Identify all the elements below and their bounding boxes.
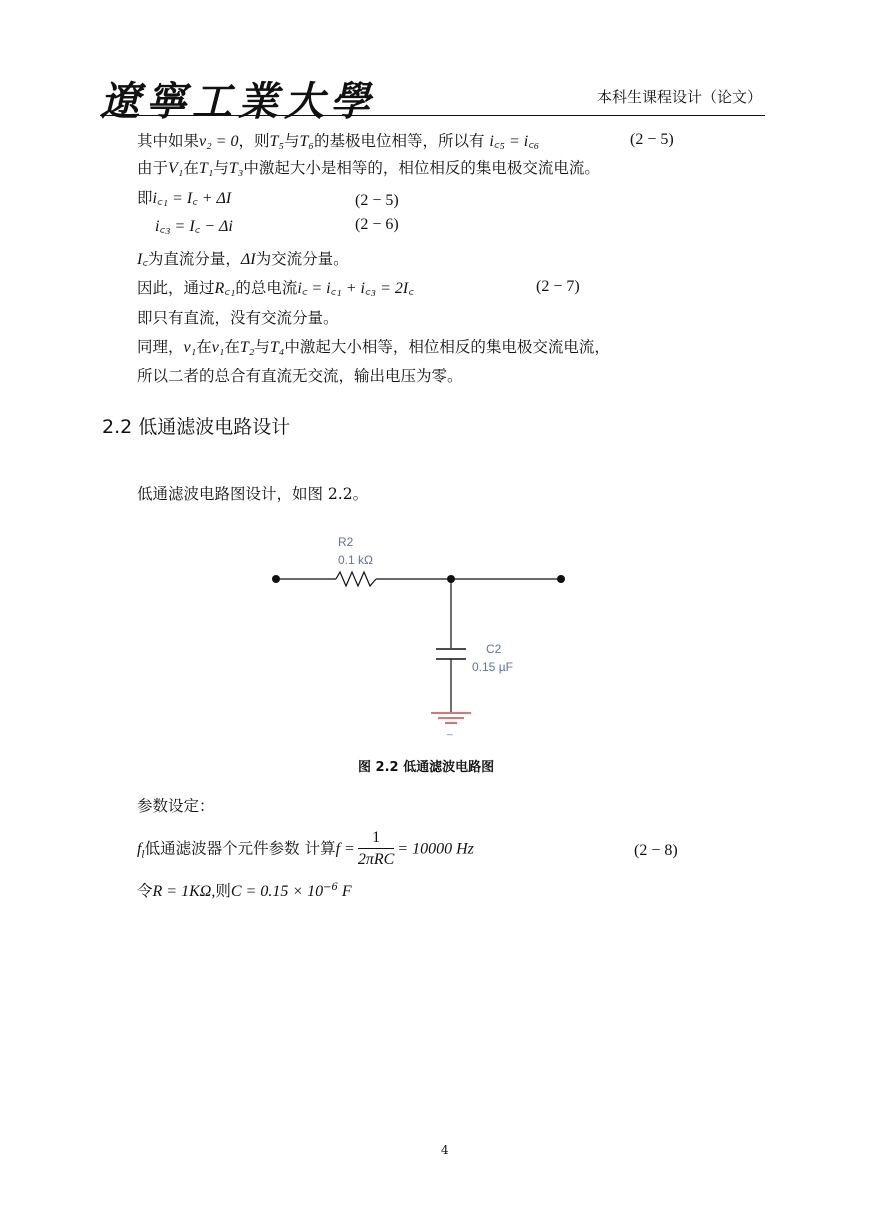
eq-number-4: (2 − 7) — [536, 278, 580, 295]
line-7: 即只有直流，没有交流分量。 — [137, 309, 339, 327]
fraction: $\frac{1}{\text{2πRC}}$ — [357, 829, 395, 868]
header-title: 本科生课程设计（论文） — [597, 88, 763, 106]
eq-number-5: (2 − 8) — [634, 842, 678, 859]
university-logo: 遼寧工業大學 — [100, 78, 376, 125]
r2-value: 0.1 kΩ — [338, 553, 373, 567]
page-number: 4 — [441, 1143, 449, 1157]
params-title: 参数设定： — [137, 797, 215, 815]
formula-line: $f_l$低通滤波器个元件参数 计算f = $\frac{1}{\text{2πRC}}$ = 10000 Hz — [137, 828, 474, 871]
junction-node — [447, 575, 455, 583]
eq-number-2: (2 − 5) — [355, 192, 399, 209]
c2-label: C2 — [486, 642, 502, 656]
eq-number-3: (2 − 6) — [355, 216, 399, 233]
r2-label: R2 — [338, 535, 354, 549]
line-2: 由于V₁在T₁与T₃中激起大小是相等的，相位相反的集电极交流电流。 — [137, 159, 600, 177]
terminal-input — [272, 575, 280, 583]
intro-text: 低通滤波电路图设计，如图 2.2。 — [137, 485, 369, 503]
figure-caption: 图 2.2 低通滤波电路图 — [358, 760, 495, 775]
line-8: 同理，v₁在v₁在T₂与T₄中激起大小相等，相位相反的集电极交流电流， — [137, 338, 610, 356]
lowpass-circuit-diagram — [260, 528, 590, 738]
line-5: I꜀为直流分量，ΔI为交流分量。 — [137, 250, 349, 268]
line-9: 所以二者的总合有直流无交流，输出电压为零。 — [137, 367, 463, 385]
c2-value: 0.15 µF — [472, 660, 513, 674]
line-4: i꜀₃ = I꜀ − Δi — [155, 218, 233, 235]
header-rule — [100, 115, 765, 116]
eq-number-1: (2 − 5) — [630, 131, 674, 148]
line-6: 因此，通过R꜀₁的总电流i꜀ = i꜀₁ + i꜀₃ = 2I꜀ — [137, 279, 414, 297]
section-title: 2.2 低通滤波电路设计 — [102, 416, 291, 438]
ground-label: _ — [447, 725, 453, 736]
line-1: 其中如果v₂ = 0，则T₅与T₆的基极电位相等，所以有 i꜀₅ = i꜀₆ — [137, 132, 540, 150]
line-3: 即i꜀₁ = I꜀ + ΔI — [137, 189, 232, 207]
terminal-output — [557, 575, 565, 583]
assign-line: 令R = 1KΩ,则$C = 0.15 \times 10^{-6}$ F — [137, 882, 352, 901]
resistor-r2 — [336, 572, 376, 586]
